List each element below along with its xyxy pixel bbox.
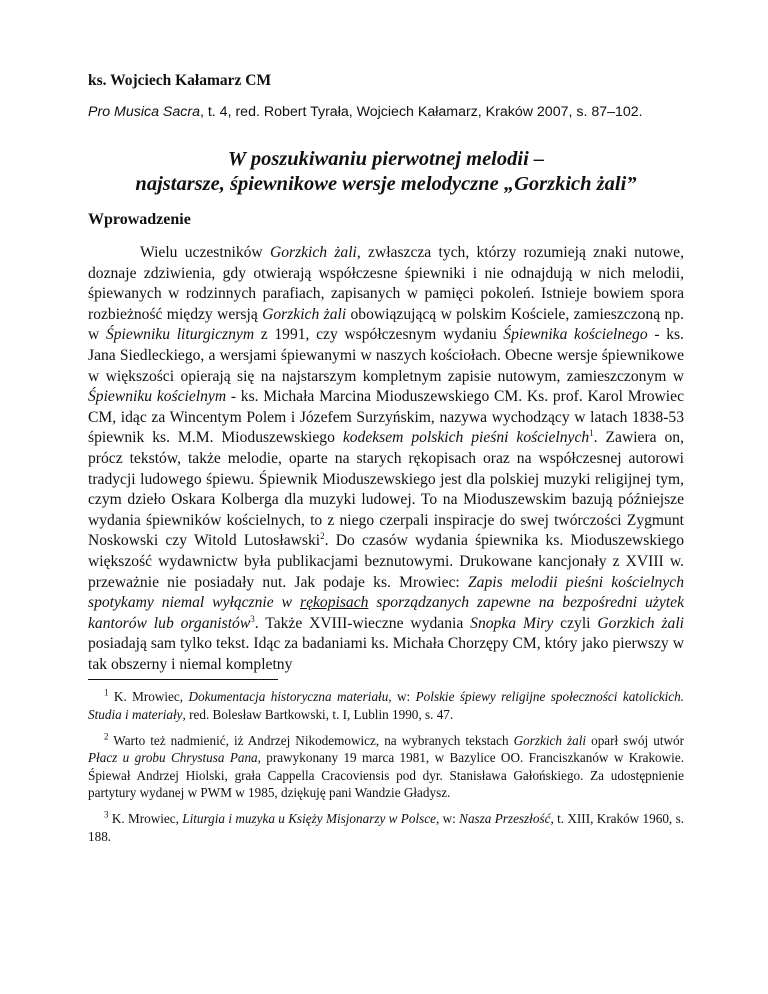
footnote-ref-2[interactable]: 2 [320,531,325,542]
body-paragraph: Wielu uczestników Gorzkich żali, zwłaszcza tych, którzy rozumieją znaki nutowe, doznaje zdziwienia, gdy otwierają współczesne śpiewniki i nie odnajdują w nich melodii, śpiewanych w rodzinnych parafiach, zapisanych w pamięci pokoleń. Istnieje bowiem spora rozbieżność między wersją Gorzkich żali obowiązującą w polskim Kościele, zamieszczoną np. w Śpiewniku liturgicznym z 1991, czy współczesnym wydaniu Śpiewnika kościelnego - ks. Jana Siedleckiego, a wersjami śpiewanymi w naszych kościołach. Obecne wersje śpiewnikowe w większości opierają się na najstarszym kompletnym zapisie nutowym, zamieszczonym w Śpiewniku kościelnym - ks. Michała Marcina Mioduszewskiego CM. Ks. prof. Karol Mrowiec CM, idąc za Wincentym Polem i Józefem Surzyńskim, nazywa wychodzący w latach 1838-53 śpiewnik ks. M.M. Mioduszewskiego kodeksem polskich pieśni kościelnych$^1$. Zawiera on, prócz tekstów, także melodie, oparte na starych rękopisach oraz na współczesnej autorowi tradycji ludowego śpiewu. Śpiewnik Mioduszewskiego jest dla polskiej muzyki religijnej tym, czym dzieło Oskara Kolberga dla muzyki ludowej. To na Mioduszewskim bazują późniejsze wydania śpiewników kościelnych, to z niego czerpali inspiracje do swej twórczości Zygmunt Noskowski czy Witold Lutosławski$^2$. Do czasów wydania śpiewnika ks. Mioduszewskiego większość wydawnictw była publikacjami beznutowymi. Drukowane kancjonały z XVIII w. przeważnie nie posiadały nut. Jak podaje ks. Mrowiec: Zapis melodii pieśni kościelnych spotykamy niemal wyłącznie w rękopisach sporządzanych zapewne na bezpośredni użytek kantorów lub organistów$^3$. Także XVIII-wieczne wydania Snopka Miry czyli Gorzkich żali posiadają sam tylko tekst. Idąc za badaniami ks. Michała Chorzępy CM, który jako pierwszy w tak obszerny i niemal kompletny [88,244,685,673]
section-heading: Wprowadzenie [88,211,191,228]
citation-line [88,102,684,123]
title-line-2: najstarsze, śpiewnikowe wersje melodyczne „Gorzkich żali” [135,173,637,195]
article-title [88,147,684,197]
footnote-2: $^2$ Warto też nadmienić, iż Andrzej Nikodemowicz, na wybranych tekstach Gorzkich żali oparł swój utwór Płacz u grobu Chrystusa Pana, prawykonany 19 marca 1981, w Bazylice OO. Franciszkanów w Krakowie. Śpiewał Andrzej Hiolski, grała Cappella Cracoviensis pod dyr. Stanisława Gałońskiego. Za udostępnienie partytury wydanej w PWM w 1985, dziękuję pani Wandzie Gładysz. [88,731,684,801]
footnote-ref-1[interactable]: 1 [589,428,594,439]
citation-source: Pro Musica Sacra [88,104,200,120]
author-line: ks. Wojciech Kałamarz CM [88,72,272,89]
footnote-ref-3[interactable]: 3 [250,613,255,624]
document-page [88,72,684,853]
citation-details: , t. 4, red. Robert Tyrała, Wojciech Kałamarz, Kraków 2007, s. 87–102. [199,104,643,120]
footnote-divider [88,679,278,680]
footnote-3: $^3$ K. Mrowiec, Liturgia i muzyka u Księży Misjonarzy w Polsce, w: Nasza Przeszłość, t. XIII, Kraków 1960, s. 188. [88,809,684,844]
footnote-1: $^1$ K. Mrowiec, Dokumentacja historyczna materiału, w: Polskie śpiewy religijne społeczności katolickich. Studia i materiały, red. Bolesław Bartkowski, t. I, Lublin 1990, s. 47. [88,688,684,723]
title-line-1: W poszukiwaniu pierwotnej melodii – [227,148,545,170]
